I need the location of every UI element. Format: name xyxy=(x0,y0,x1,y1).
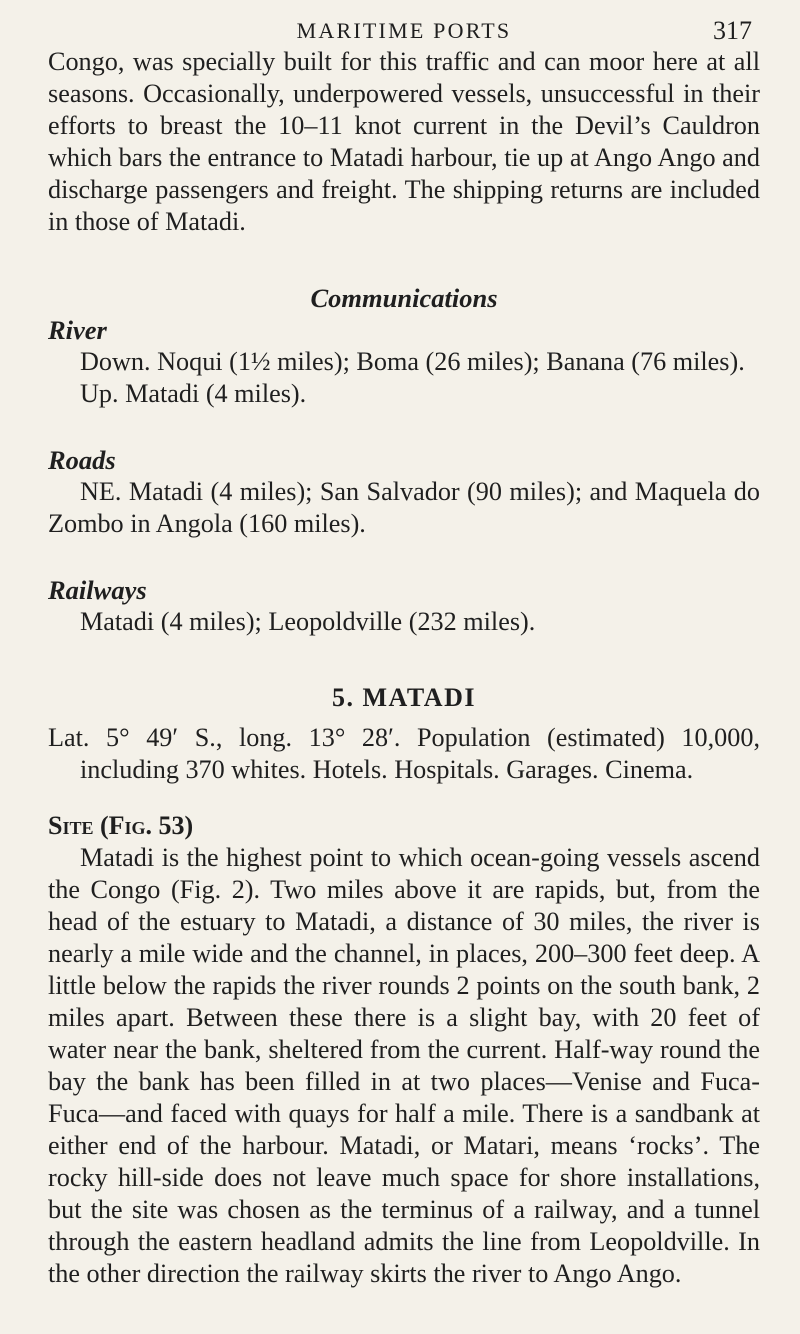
running-title: MARITIME PORTS xyxy=(296,18,512,43)
site-heading: Site (Fig. 53) xyxy=(48,811,194,840)
roads-text: NE. Matadi (4 miles); San Salvador (90 miles); and Maquela do Zombo in Angola (160 miles). xyxy=(48,477,760,538)
running-head xyxy=(48,0,760,46)
railways-heading: Railways xyxy=(48,575,147,605)
communications-heading: Communications xyxy=(310,283,498,313)
matadi-summary: Lat. 5° 49′ S., long. 13° 28′. Population (estimated) 10,000, including 370 whites. Hotels. Hospitals. Garages. Cinema. xyxy=(48,723,760,784)
river-up-text: Up. Matadi (4 miles). xyxy=(80,379,307,408)
river-down-text: Down. Noqui (1½ miles); Boma (26 miles); Banana (76 miles). xyxy=(80,347,745,376)
page-number: 317 xyxy=(713,16,752,45)
opening-paragraph: Congo, was specially built for this traffic and can moor here at all seasons. Occasionally, underpowered vessels, unsuccessful in their efforts to breast the 10–11 knot current in the Devil’s Cauldron which bars the entrance to Matadi harbour, tie up at Ango Ango and discharge passengers and freight. The shipping returns are included in those of Matadi. xyxy=(48,47,760,236)
roads-heading: Roads xyxy=(48,445,116,475)
railways-text: Matadi (4 miles); Leopoldville (232 miles). xyxy=(80,607,536,636)
matadi-heading: 5. MATADI xyxy=(332,683,476,712)
river-heading: River xyxy=(48,315,107,345)
site-text: Matadi is the highest point to which ocean-going vessels ascend the Congo (Fig. 2). Two miles above it are rapids, but, from the head of the estuary to Matadi, a distance of 30 miles, the river is nearly a mile wide and the channel, in places, 200–300 feet deep. A little below the rapids the river rounds 2 points on the south bank, 2 miles apart. Between these there is a slight bay, with 20 feet of water near the bank, sheltered from the current. Half-way round the bay the bank has been filled in at two places—Venise and Fuca-Fuca—and faced with quays for half a mile. There is a sandbank at either end of the harbour. Matadi, or Matari, means ‘rocks’. The rocky hill-side does not leave much space for shore installations, but the site was chosen as the terminus of a railway, and a tunnel through the eastern headland admits the line from Leopoldville. In the other direction the railway skirts the river to Ango Ango. xyxy=(48,843,760,1288)
